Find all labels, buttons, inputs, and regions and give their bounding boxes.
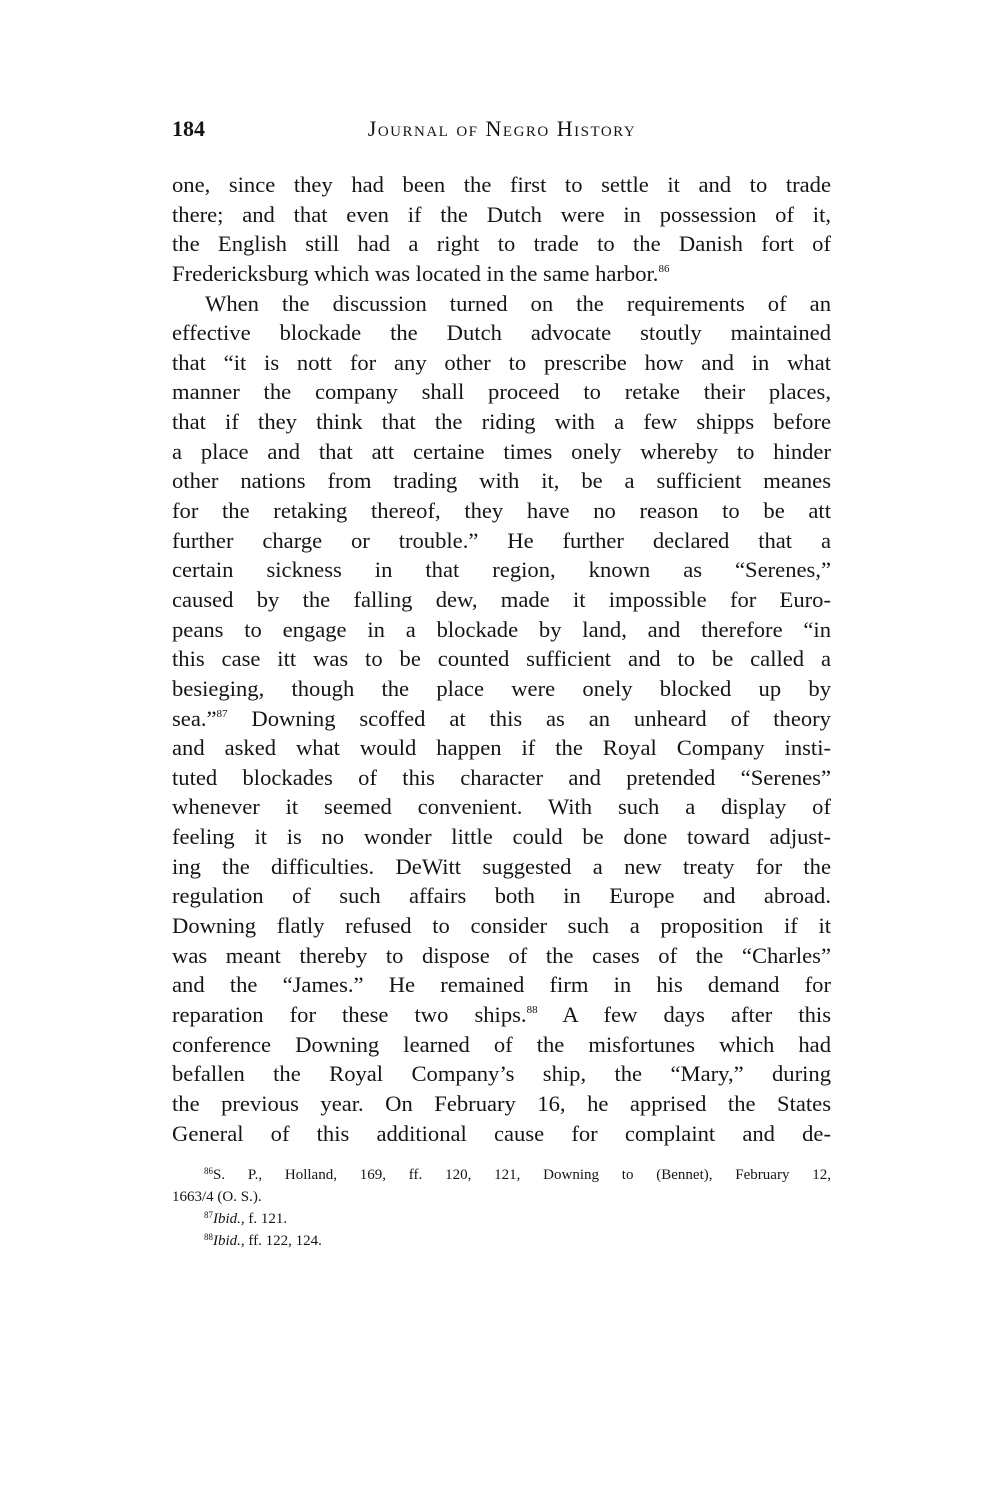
text-line: peans to engage in a blockade by land, and therefore “in: [172, 616, 831, 642]
text-line: and asked what would happen if the Royal Company insti-: [172, 735, 831, 761]
ibid: Ibid.: [213, 1211, 241, 1227]
text-line: this case itt was to be counted sufficient and to be called a: [172, 646, 831, 672]
text-line: was meant thereby to dispose of the cases of the “Charles”: [172, 942, 831, 968]
running-head: Journal of Negro History: [367, 116, 637, 141]
footnote-86: [172, 1164, 831, 1186]
text-line: caused by the falling dew, made it impossible for Euro-: [172, 586, 831, 612]
text-line: besieging, though the place were onely blocked up by: [172, 675, 831, 701]
footnote-text: , f. 121.: [240, 1211, 288, 1227]
text-line: the English still had a right to trade to the Danish fort of: [172, 231, 831, 257]
note-ref: 88: [526, 1003, 538, 1016]
footnote-mark: 86: [204, 1166, 213, 1176]
footnote-87: [172, 1208, 831, 1230]
footnote-text: S. P., Holland, 169, ff. 120, 121, Downing to (Bennet), February 12,: [213, 1167, 831, 1183]
text-line: that if they think that the riding with a few shipps before: [172, 409, 831, 435]
footnote-text: , ff. 122, 124.: [240, 1233, 322, 1249]
text-line: tuted blockades of this character and pretended “Serenes”: [172, 764, 831, 790]
text-line: feeling it is no wonder little could be done toward adjust-: [172, 824, 831, 850]
note-ref: 86: [658, 262, 670, 275]
footnotes: [172, 1164, 831, 1252]
text-line: befallen the Royal Company’s ship, the “Mary,” during: [172, 1061, 831, 1087]
text-line: General of this additional cause for complaint and de-: [172, 1120, 831, 1146]
text-segment: A few days after this: [562, 1001, 831, 1027]
text-line: a place and that att certaine times onely whereby to hinder: [172, 438, 831, 464]
text-line: further charge or trouble.” He further declared that a: [172, 527, 831, 553]
text-line: conference Downing learned of the misfortunes which had: [172, 1031, 831, 1057]
text-segment: Downing scoffed at this as an unheard of theory: [251, 705, 831, 731]
footnote-mark: 87: [204, 1210, 213, 1220]
text-line: Downing flatly refused to consider such a proposition if it: [172, 913, 831, 939]
text-line: [172, 704, 831, 734]
footnote-86-cont: 1663/4 (O. S.).: [172, 1189, 262, 1205]
ibid: Ibid.: [213, 1233, 241, 1249]
text-segment: Fredericksburg which was located in the same harbor.: [172, 260, 659, 286]
text-line: there; and that even if the Dutch were in possession of it,: [172, 201, 831, 227]
text-line: effective blockade the Dutch advocate stoutly maintained: [172, 320, 831, 346]
text-line: [172, 259, 831, 289]
text-line: [172, 1000, 831, 1030]
text-line: that “it is nott for any other to prescribe how and in what: [172, 349, 831, 375]
page-header: [172, 116, 832, 146]
text-line: for the retaking thereof, they have no reason to be att: [172, 498, 831, 524]
note-ref: 87: [216, 707, 228, 720]
text-line: regulation of such affairs both in Europe and abroad.: [172, 883, 831, 909]
text-line: one, since they had been the first to settle it and to trade: [172, 172, 831, 197]
text-line: certain sickness in that region, known as “Serenes,”: [172, 557, 831, 583]
text-line: the previous year. On February 16, he apprised the States: [172, 1090, 831, 1116]
body-text: [172, 170, 831, 1148]
text-segment: reparation for these two ships.: [172, 1001, 527, 1027]
text-line: whenever it seemed convenient. With such a display of: [172, 794, 831, 820]
footnote-88: [172, 1230, 831, 1252]
text-segment: sea.”: [172, 705, 217, 731]
text-line: ing the difficulties. DeWitt suggested a new treaty for the: [172, 853, 831, 879]
text-line: When the discussion turned on the requirements of an: [205, 290, 831, 316]
page-number: 184: [172, 116, 205, 141]
text-line: manner the company shall proceed to retake their places,: [172, 379, 831, 405]
text-line: other nations from trading with it, be a sufficient meanes: [172, 468, 831, 494]
text-line: and the “James.” He remained firm in his demand for: [172, 972, 831, 998]
footnote-mark: 88: [204, 1232, 213, 1242]
